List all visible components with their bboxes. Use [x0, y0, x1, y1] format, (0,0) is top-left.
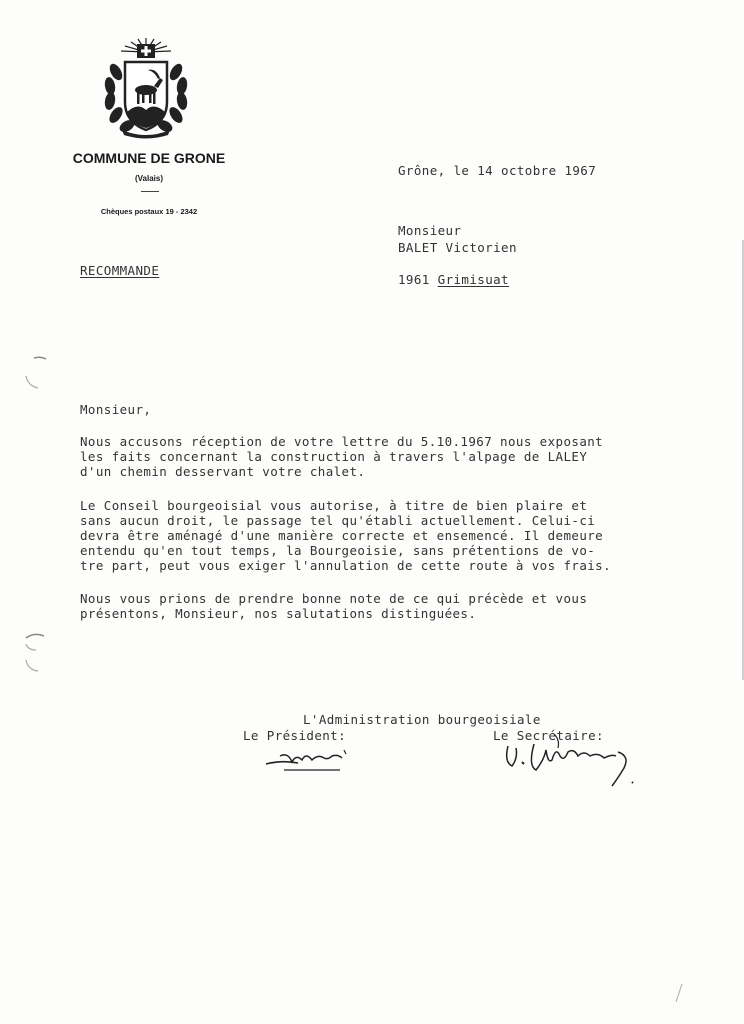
- paragraph-2: [80, 498, 680, 573]
- org-name: COMMUNE DE GRONE: [72, 150, 226, 166]
- registered-mark: RECOMMANDE: [80, 263, 160, 278]
- text-line: tre part, peut vous exiger l'annulation de cette route à vos frais.: [80, 558, 612, 573]
- text-line: Nous vous prions de prendre bonne note de ce qui précède et vous: [80, 591, 588, 606]
- coat-of-arms-emblem: [98, 36, 194, 140]
- recipient-city: Grimisuat: [437, 272, 509, 287]
- date-line: Grône, le 14 octobre 1967: [398, 163, 597, 178]
- text-line: Nous accusons réception de votre lettre du 5.10.1967 nous exposant: [80, 434, 604, 449]
- paragraph-3: [80, 591, 680, 621]
- text-line: présentons, Monsieur, nos salutations distinguées.: [80, 606, 477, 621]
- president-label: Le Président:: [243, 728, 347, 743]
- punch-hole-mark: [20, 630, 50, 674]
- text-line: d'un chemin desservant votre chalet.: [80, 464, 366, 479]
- text-line: les faits concernant la construction à travers l'alpage de LALEY: [80, 449, 588, 464]
- punch-hole-mark: [20, 352, 50, 392]
- scan-artifact: [672, 982, 686, 1004]
- text-line: Le Conseil bourgeoisial vous autorise, à titre de bien plaire et: [80, 498, 588, 513]
- paragraph-1: [80, 434, 680, 479]
- text-line: entendu qu'en tout temps, la Bourgeoisie, sans prétentions de vo-: [80, 543, 596, 558]
- divider: [141, 191, 159, 192]
- recipient-name: BALET Victorien: [398, 240, 517, 255]
- text-line: devra être aménagé d'une manière correcte et ensemencé. Il demeure: [80, 528, 604, 543]
- recipient-salutation: Monsieur: [398, 223, 462, 238]
- recipient-postcode: 1961: [398, 272, 430, 287]
- administration-label: L'Administration bourgeoisiale: [303, 712, 541, 727]
- secretary-label: Le Secrétaire:: [493, 728, 604, 743]
- secretary-signature: [494, 726, 644, 790]
- president-signature: [262, 742, 352, 778]
- canton-label: (Valais): [134, 174, 163, 183]
- text-line: sans aucun droit, le passage tel qu'établi actuellement. Celui-ci: [80, 513, 596, 528]
- greeting: Monsieur,: [80, 402, 152, 417]
- recipient-address: [398, 272, 509, 287]
- postal-checks: Chèques postaux 19 - 2342: [100, 207, 198, 216]
